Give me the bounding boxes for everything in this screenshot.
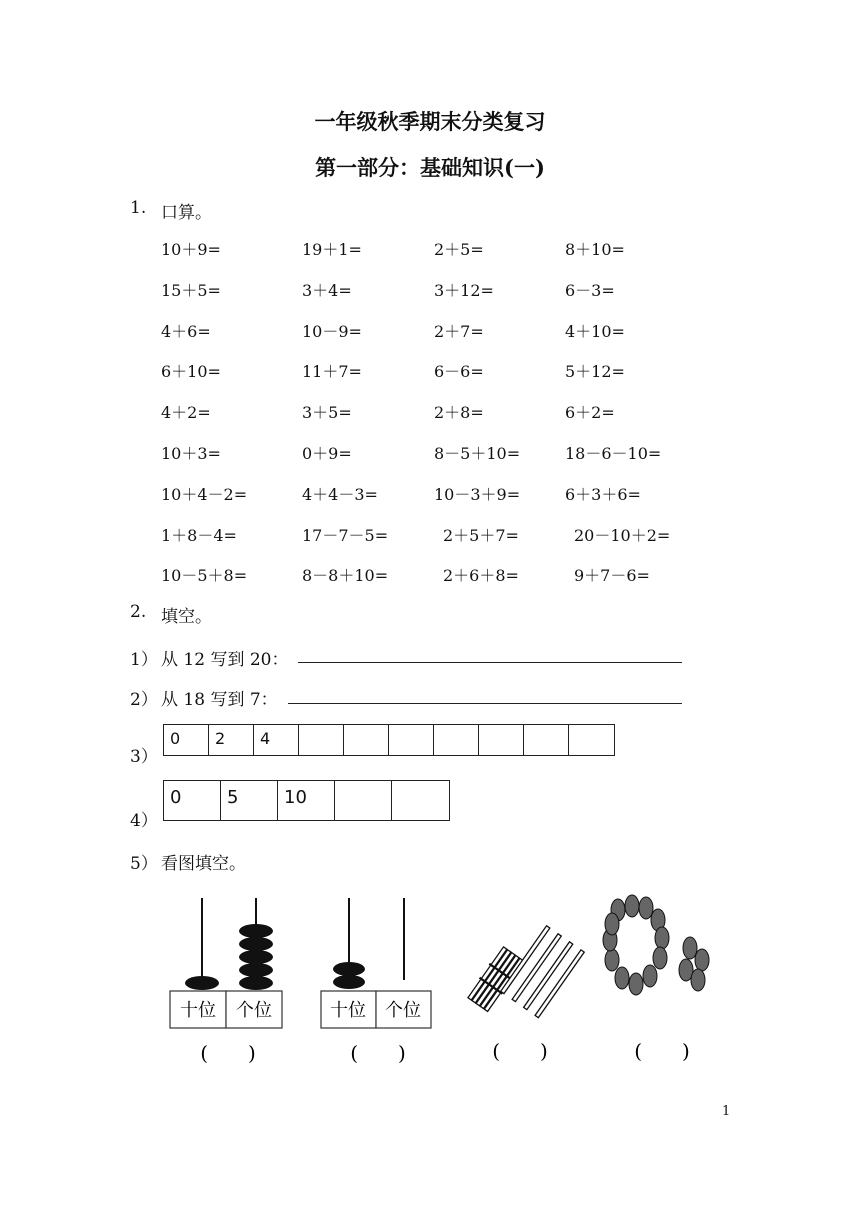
abacus-bead	[185, 976, 219, 990]
equation: 8＋10=	[565, 240, 625, 259]
sequence-blank-cell[interactable]	[299, 725, 344, 755]
abacus-bead	[239, 963, 273, 977]
stick-bundle-picture	[466, 926, 584, 1018]
picture-row	[0, 880, 860, 1080]
sequence-blank-cell[interactable]	[344, 725, 389, 755]
answer-blank-4[interactable]: ( )	[634, 1039, 690, 1063]
peanut-picture	[603, 895, 709, 995]
equation: 20－10＋2=	[574, 525, 671, 545]
item2-answer-line[interactable]	[288, 703, 682, 704]
abacus-bead	[239, 924, 273, 938]
peanut	[639, 897, 653, 919]
sequence-blank-cell[interactable]	[569, 725, 614, 755]
item1-answer-line[interactable]	[298, 662, 682, 663]
equation: 10＋4－2=	[161, 484, 248, 504]
peanut	[605, 949, 619, 971]
equation: 10－5＋8=	[161, 566, 248, 586]
answer-blank-3[interactable]: ( )	[492, 1039, 548, 1063]
item5-prompt: 看图填空。	[161, 854, 246, 874]
equation: 18－6－10=	[565, 444, 662, 463]
equation: 1＋8－4=	[161, 525, 237, 545]
peanut	[643, 965, 657, 987]
peanut	[625, 895, 639, 917]
abacus-2-tens-label: 十位	[330, 1000, 366, 1021]
peanut	[629, 973, 643, 995]
equation: 3＋12=	[434, 280, 494, 300]
peanut	[683, 937, 697, 959]
page-subtitle: 第一部分：基础知识(一)	[315, 155, 545, 180]
sequence-blank-cell[interactable]	[392, 781, 449, 820]
equation: 2＋8=	[434, 403, 484, 423]
equation: 15＋5=	[161, 280, 221, 300]
equation: 19＋1=	[302, 240, 362, 259]
abacus-2	[321, 898, 431, 1028]
abacus-bead	[239, 976, 273, 990]
equation: 10＋3=	[161, 444, 221, 463]
peanut	[653, 947, 667, 969]
item5-number: 5）	[130, 854, 158, 874]
equation: 10－3＋9=	[434, 484, 521, 504]
equation: 6＋3＋6=	[565, 484, 641, 504]
abacus-bead	[333, 962, 365, 976]
equation: 11＋7=	[302, 362, 362, 382]
abacus-bead	[239, 950, 273, 964]
equation: 2＋5＋7=	[443, 525, 519, 545]
equation: 10－9=	[302, 321, 362, 341]
equation: 3＋4=	[302, 280, 352, 300]
sequence-blank-cell[interactable]	[434, 725, 479, 755]
item1-number: 1）	[130, 650, 158, 670]
sequence-given-cell: 4	[254, 725, 299, 755]
sequence-blank-cell[interactable]	[335, 781, 392, 820]
equation: 6＋10=	[161, 362, 221, 382]
abacus-1-ones-label: 个位	[236, 1000, 272, 1021]
abacus-bead	[333, 975, 365, 989]
peanut	[691, 969, 705, 991]
equation: 6＋2=	[565, 403, 615, 423]
q1-number: 1.	[130, 198, 147, 218]
equation: 4＋2=	[161, 403, 211, 423]
equation: 10＋9=	[161, 240, 221, 259]
equation: 6－6=	[434, 362, 484, 382]
q1-heading: 口算。	[161, 203, 212, 223]
sequence-boxes-by-2	[163, 724, 615, 756]
page-number: 1	[722, 1104, 731, 1119]
abacus-1	[170, 898, 282, 1028]
equation: 17－7－5=	[302, 525, 389, 545]
peanut	[615, 967, 629, 989]
equation: 4＋4－3=	[302, 484, 378, 504]
equation: 4＋6=	[161, 321, 211, 341]
equation: 9＋7－6=	[574, 566, 650, 586]
equation: 4＋10=	[565, 321, 625, 341]
abacus-2-ones-label: 个位	[385, 1000, 421, 1021]
sequence-given-cell: 0	[164, 725, 209, 755]
q2-number: 2.	[130, 602, 147, 622]
item2-prompt: 从 18 写到 7：	[161, 690, 278, 710]
sequence-blank-cell[interactable]	[479, 725, 524, 755]
equation: 2＋7=	[434, 321, 484, 341]
sequence-given-cell: 10	[278, 781, 335, 820]
abacus-1-tens-label: 十位	[180, 1000, 216, 1021]
sequence-given-cell: 5	[221, 781, 278, 820]
answer-blank-2[interactable]: ( )	[350, 1041, 406, 1065]
equation: 8－8＋10=	[302, 566, 389, 586]
item3-number: 3）	[130, 747, 158, 767]
item4-number: 4）	[130, 811, 158, 831]
abacus-bead	[239, 937, 273, 951]
peanut	[605, 913, 619, 935]
item2-number: 2）	[130, 690, 158, 710]
equation: 2＋5=	[434, 240, 484, 259]
peanut	[655, 927, 669, 949]
equation: 3＋5=	[302, 403, 352, 423]
sequence-blank-cell[interactable]	[524, 725, 569, 755]
sequence-given-cell: 0	[164, 781, 221, 820]
equation: 5＋12=	[565, 362, 625, 382]
page-title: 一年级秋季期末分类复习	[314, 109, 546, 134]
equation: 0＋9=	[302, 444, 352, 463]
q2-heading: 填空。	[161, 607, 212, 627]
sequence-given-cell: 2	[209, 725, 254, 755]
equation: 2＋6＋8=	[443, 566, 519, 586]
sequence-blank-cell[interactable]	[389, 725, 434, 755]
item1-prompt: 从 12 写到 20：	[161, 650, 289, 670]
equation: 8－5＋10=	[434, 444, 521, 463]
equation: 6－3=	[565, 280, 615, 300]
answer-blank-1[interactable]: ( )	[200, 1041, 256, 1065]
sequence-boxes-by-5	[163, 780, 450, 821]
peanut	[695, 949, 709, 971]
